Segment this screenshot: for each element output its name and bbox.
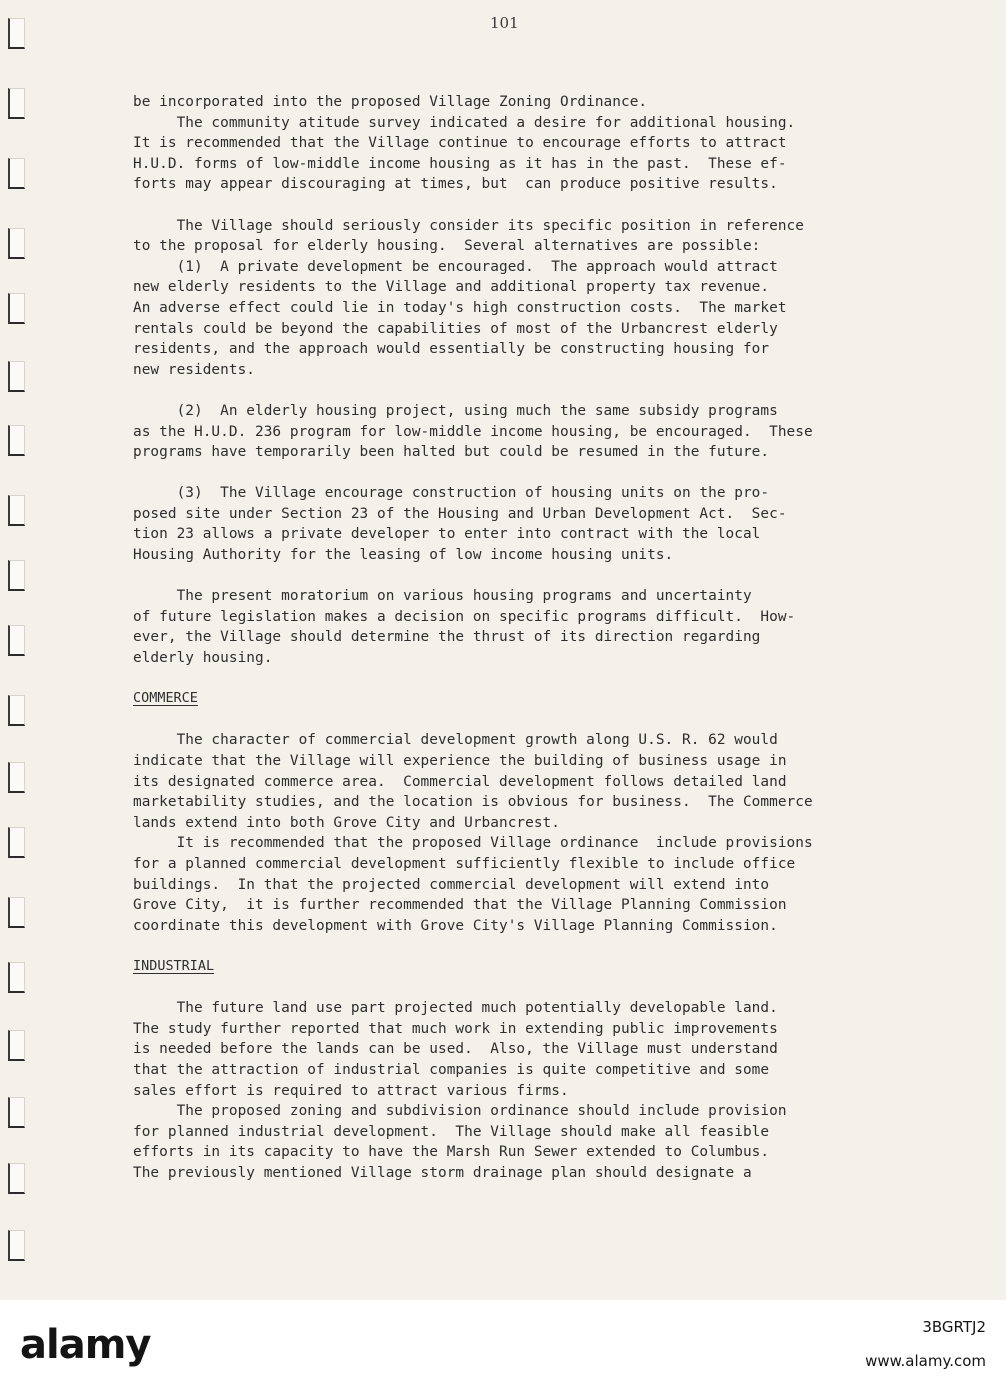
blank-line [133, 978, 933, 999]
image-id: 3BGRTJ2 [922, 1318, 986, 1336]
text-line: The Village should seriously consider its specific position in reference [133, 217, 804, 234]
binding-hole [8, 1163, 25, 1194]
text-line: to the proposal for elderly housing. Several alternatives are possible: [133, 238, 761, 255]
binding-holes [0, 0, 40, 1300]
page-number: 101 [490, 14, 519, 32]
blank-line [133, 669, 933, 690]
alamy-logo: alamy [20, 1322, 151, 1368]
text-line: of future legislation makes a decision on specific programs difficult. How- [133, 608, 796, 625]
text-line: H.U.D. forms of low-middle income housing as it has in the past. These ef- [133, 155, 787, 172]
document-body [133, 92, 933, 1183]
text-line: is needed before the lands can be used. Also, the Village must understand [133, 1041, 778, 1058]
text-line: The previously mentioned Village storm drainage plan should designate a [133, 1164, 752, 1181]
text-line: its designated commerce area. Commercial development follows detailed land [133, 773, 787, 790]
text-line: lands extend into both Grove City and Urbancrest. [133, 814, 560, 831]
text-line: coordinate this development with Grove City's Village Planning Commission. [133, 917, 778, 934]
blank-line [133, 710, 933, 731]
binding-hole [8, 695, 25, 726]
binding-hole [8, 962, 25, 993]
binding-hole [8, 1097, 25, 1128]
text-line: The future land use part projected much potentially developable land. [133, 1000, 778, 1017]
text-line: rentals could be beyond the capabilities of most of the Urbancrest elderly [133, 320, 778, 337]
binding-hole [8, 762, 25, 793]
binding-hole [8, 158, 25, 189]
binding-hole [8, 361, 25, 392]
text-line: The proposed zoning and subdivision ordinance should include provision [133, 1103, 787, 1120]
text-line: (2) An elderly housing project, using much the same subsidy programs [133, 402, 778, 419]
stock-footer [0, 1300, 1006, 1390]
text-line: Housing Authority for the leasing of low income housing units. [133, 547, 674, 564]
binding-hole [8, 228, 25, 259]
blank-line [133, 380, 933, 401]
text-line: that the attraction of industrial companies is quite competitive and some [133, 1061, 770, 1078]
binding-hole [8, 495, 25, 526]
text-line: It is recommended that the proposed Village ordinance include provisions [133, 835, 813, 852]
text-line: The study further reported that much work in extending public improvements [133, 1020, 778, 1037]
binding-hole [8, 1030, 25, 1061]
binding-hole [8, 897, 25, 928]
text-line: The present moratorium on various housing programs and uncertainty [133, 588, 752, 605]
binding-hole [8, 560, 25, 591]
blank-line [133, 936, 933, 957]
text-line: Grove City, it is further recommended that the Village Planning Commission [133, 897, 787, 914]
text-line: indicate that the Village will experience the building of business usage in [133, 753, 787, 769]
text-line: programs have temporarily been halted but could be resumed in the future. [133, 444, 770, 461]
binding-hole [8, 625, 25, 656]
text-line: ever, the Village should determine the thrust of its direction regarding [133, 629, 761, 646]
text-line: residents, and the approach would essentially be constructing housing for [133, 341, 770, 358]
text-line: new residents. [133, 361, 255, 378]
binding-hole [8, 425, 25, 456]
section-heading: INDUSTRIAL [133, 958, 215, 974]
text-line: posed site under Section 23 of the Housing and Urban Development Act. Sec- [133, 505, 787, 522]
text-line: be incorporated into the proposed Village Zoning Ordinance. [133, 94, 648, 110]
section-heading: COMMERCE [133, 691, 198, 707]
binding-hole [8, 293, 25, 324]
text-line: sales effort is required to attract various firms. [133, 1082, 569, 1099]
blank-line [133, 195, 933, 216]
binding-hole [8, 1230, 25, 1261]
text-line: tion 23 allows a private developer to enter into contract with the local [133, 526, 761, 543]
footer-url[interactable]: www.alamy.com [865, 1352, 986, 1370]
binding-hole [8, 18, 25, 49]
text-line: (3) The Village encourage construction of housing units on the pro- [133, 485, 770, 502]
text-line: The community atitude survey indicated a desire for additional housing. [133, 114, 796, 131]
blank-line [133, 566, 933, 587]
text-line: as the H.U.D. 236 program for low-middle income housing, be encouraged. These [133, 423, 813, 440]
text-line: (1) A private development be encouraged. The approach would attract [133, 258, 778, 275]
text-line: elderly housing. [133, 650, 273, 667]
text-line: It is recommended that the Village continue to encourage efforts to attract [133, 135, 787, 152]
text-line: marketability studies, and the location is obvious for business. The Commerce [133, 794, 813, 811]
text-line: for a planned commercial development sufficiently flexible to include office [133, 855, 796, 872]
text-line: for planned industrial development. The Village should make all feasible [133, 1123, 770, 1140]
text-line: efforts in its capacity to have the Marsh Run Sewer extended to Columbus. [133, 1144, 770, 1161]
text-line: buildings. In that the projected commercial development will extend into [133, 876, 770, 893]
text-line: forts may appear discouraging at times, but can produce positive results. [133, 176, 778, 193]
binding-hole [8, 88, 25, 119]
text-line: The character of commercial development growth along U.S. R. 62 would [133, 732, 778, 749]
text-line: new elderly residents to the Village and additional property tax revenue. [133, 279, 770, 296]
binding-hole [8, 827, 25, 858]
blank-line [133, 463, 933, 484]
text-line: An adverse effect could lie in today's high construction costs. The market [133, 299, 787, 316]
